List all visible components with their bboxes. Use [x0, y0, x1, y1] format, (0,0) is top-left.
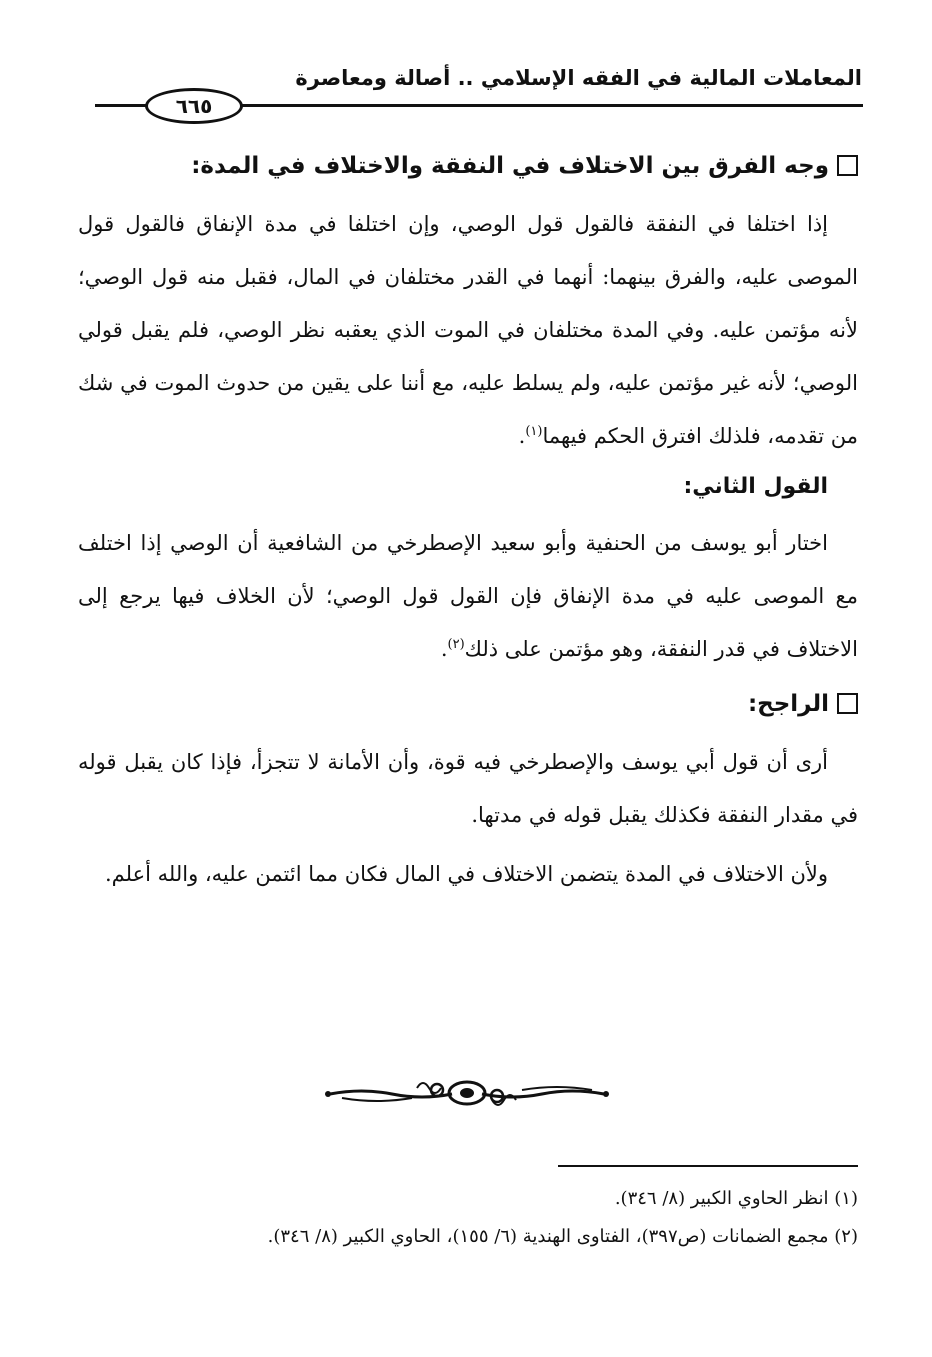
- paragraph-second-opinion: [78, 517, 858, 676]
- section-heading-preferred: [78, 686, 858, 722]
- paragraph-conclusion: ولأن الاختلاف في المدة يتضمن الاختلاف في المال فكان مما ائتمن عليه، والله أعلم.: [104, 862, 828, 886]
- paragraph-end: .: [440, 637, 448, 661]
- section-heading-difference: [78, 148, 858, 184]
- footnote-2: (٢) مجمع الضمانات (ص٣٩٧)، الفتاوى الهندية (٦/ ١٥٥)، الحاوي الكبير (٨/ ٣٤٦).: [267, 1226, 858, 1247]
- footnote-1: (١) انظر الحاوي الكبير (٨/ ٣٤٦).: [614, 1188, 858, 1209]
- paragraph-text: اختار أبو يوسف من الحنفية وأبو سعيد الإصطرخي من الشافعية أن الوصي إذا اختلف مع الموصى عليه في مدة الإنفاق فإن القول قول الوصي؛ لأن الخلاف فيها يرجع إلى الاختلاف في قدر النفقة، وهو مؤتمن على ذلك: [78, 531, 858, 661]
- square-bullet-icon: [837, 155, 858, 176]
- page-content: [78, 148, 858, 907]
- paragraph-text: إذا اختلفا في النفقة فالقول قول الوصي، وإن اختلفا في مدة الإنفاق فالقول قول الموصى عليه، والفرق بينهما: أنهما في القدر مختلفان في المال، فقبل منه قول الوصي؛ لأنه مؤتمن عليه. وفي المدة مختلفان في الموت الذي يعقبه نظر الوصي، فلم يقبل قولي الوصي؛ لأنه غير مؤتمن عليه، ولم يسلط عليه، مع أننا على يقين من حدوث الموت في شك من تقدمه، فلذلك افترق الحكم فيهما: [78, 212, 858, 448]
- footnote-ref-1[interactable]: (١): [525, 424, 543, 439]
- subheading-second-opinion: القول الثاني:: [683, 474, 828, 499]
- square-bullet-icon: [837, 693, 858, 714]
- paragraph-end: .: [518, 424, 526, 448]
- book-title: المعاملات المالية في الفقه الإسلامي .. أصالة ومعاصرة: [295, 66, 862, 90]
- heading-text: وجه الفرق بين الاختلاف في النفقة والاختلاف في المدة:: [191, 153, 829, 179]
- footnote-separator: [558, 1165, 858, 1167]
- heading-text: الراجح:: [747, 691, 829, 717]
- footnote-ref-2[interactable]: (٢): [447, 637, 465, 652]
- decorative-ornament-icon: [322, 1070, 612, 1116]
- paragraph-difference: [78, 198, 858, 463]
- footnotes: [78, 1180, 858, 1256]
- page-number: ٦٦٥: [145, 88, 243, 124]
- paragraph-preferred: أرى أن قول أبي يوسف والإصطرخي فيه قوة، وأن الأمانة لا تتجزأ، فإذا كان يقبل قوله في مقدار النفقة فكذلك يقبل قوله في مدتها.: [78, 750, 858, 827]
